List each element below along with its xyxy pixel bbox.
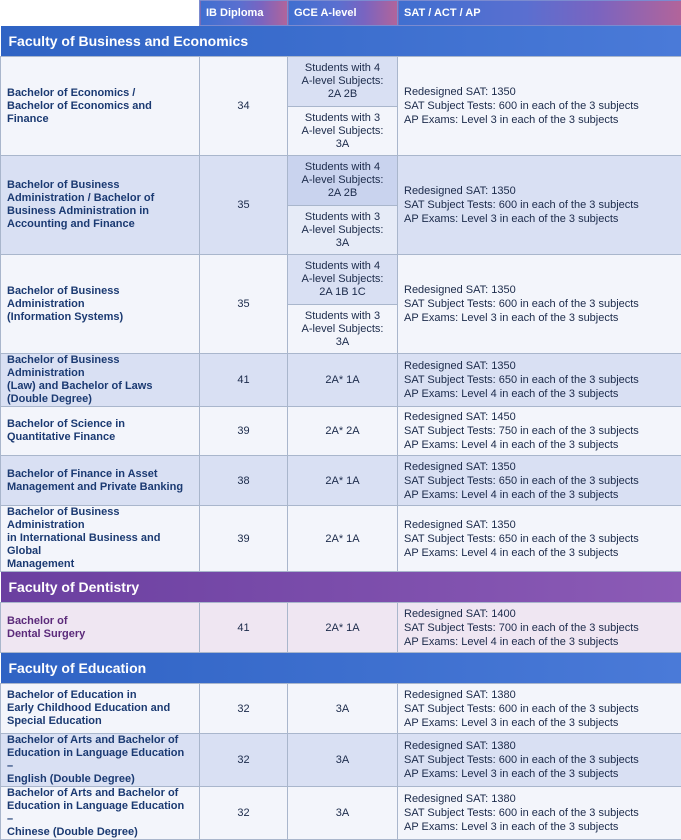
program-line: Bachelor of Business Administration xyxy=(7,506,193,532)
header-sat-act-ap: SAT / ACT / AP xyxy=(398,1,681,26)
ib-score: 35 xyxy=(200,255,288,354)
a-level-line: Students with 4 xyxy=(292,260,393,273)
sat-line: AP Exams: Level 3 in each of the 3 subjects xyxy=(404,820,675,834)
sat-requirements xyxy=(398,354,681,407)
program-line: Bachelor of Economics / xyxy=(7,87,193,100)
a-level-option-3-subjects xyxy=(288,305,398,354)
program-line: in International Business and Global xyxy=(7,532,193,558)
a-level-line: Students with 4 xyxy=(292,161,393,174)
a-level-requirement: 3A xyxy=(288,787,398,840)
sat-requirements xyxy=(398,407,681,456)
program-line: (Information Systems) xyxy=(7,311,193,324)
sat-line: Redesigned SAT: 1350 xyxy=(404,359,675,373)
program-line: Special Education xyxy=(7,715,193,728)
a-level-line: 3A xyxy=(292,336,393,349)
sat-line: SAT Subject Tests: 600 in each of the 3 subjects xyxy=(404,297,675,311)
sat-line: Redesigned SAT: 1350 xyxy=(404,283,675,297)
sat-requirements xyxy=(398,787,681,840)
a-level-line: A-level Subjects: xyxy=(292,174,393,187)
table-row xyxy=(1,603,681,653)
sat-requirements xyxy=(398,57,681,156)
program-name xyxy=(1,506,200,572)
sat-line: AP Exams: Level 4 in each of the 3 subjects xyxy=(404,488,675,502)
table-row xyxy=(1,156,681,206)
program-line: Education in Language Education – xyxy=(7,747,193,773)
a-level-line: A-level Subjects: xyxy=(292,125,393,138)
sat-line: Redesigned SAT: 1380 xyxy=(404,688,675,702)
a-level-option-4-subjects xyxy=(288,57,398,107)
a-level-option-3-subjects xyxy=(288,206,398,255)
a-level-line: 2A 2B xyxy=(292,187,393,200)
program-line: Management xyxy=(7,558,193,571)
sat-line: AP Exams: Level 3 in each of the 3 subjects xyxy=(404,212,675,226)
sat-requirements xyxy=(398,603,681,653)
a-level-requirement: 3A xyxy=(288,684,398,734)
program-name xyxy=(1,603,200,653)
sat-line: SAT Subject Tests: 600 in each of the 3 subjects xyxy=(404,99,675,113)
table-row xyxy=(1,506,681,572)
program-line: (Double Degree) xyxy=(7,393,193,406)
ib-score: 34 xyxy=(200,57,288,156)
faculty-title-dentistry: Faculty of Dentistry xyxy=(1,572,681,603)
program-line: Bachelor of Education in xyxy=(7,689,193,702)
program-name xyxy=(1,684,200,734)
program-line: Dental Surgery xyxy=(7,628,193,641)
header-gce-a-level: GCE A-level xyxy=(288,1,398,26)
sat-line: AP Exams: Level 4 in each of the 3 subjects xyxy=(404,387,675,401)
program-line: Accounting and Finance xyxy=(7,218,193,231)
a-level-requirement: 2A* 2A xyxy=(288,407,398,456)
sat-line: AP Exams: Level 3 in each of the 3 subjects xyxy=(404,113,675,127)
ib-score: 32 xyxy=(200,684,288,734)
a-level-line: Students with 3 xyxy=(292,211,393,224)
a-level-line: 2A 2B xyxy=(292,88,393,101)
program-name xyxy=(1,787,200,840)
a-level-line: Students with 3 xyxy=(292,310,393,323)
a-level-line: A-level Subjects: xyxy=(292,75,393,88)
program-line: Quantitative Finance xyxy=(7,431,193,444)
sat-line: Redesigned SAT: 1350 xyxy=(404,85,675,99)
sat-line: AP Exams: Level 3 in each of the 3 subjects xyxy=(404,716,675,730)
sat-line: AP Exams: Level 4 in each of the 3 subjects xyxy=(404,546,675,560)
table-row xyxy=(1,407,681,456)
program-line: Bachelor of Arts and Bachelor of xyxy=(7,787,193,800)
table-row xyxy=(1,255,681,305)
sat-line: SAT Subject Tests: 700 in each of the 3 subjects xyxy=(404,621,675,635)
sat-line: Redesigned SAT: 1450 xyxy=(404,410,675,424)
program-line: Administration / Bachelor of xyxy=(7,192,193,205)
table-row xyxy=(1,57,681,107)
sat-requirements xyxy=(398,734,681,787)
faculty-row xyxy=(1,26,681,57)
program-line: English (Double Degree) xyxy=(7,773,193,786)
a-level-line: Students with 3 xyxy=(292,112,393,125)
sat-line: SAT Subject Tests: 650 in each of the 3 subjects xyxy=(404,373,675,387)
program-name xyxy=(1,456,200,506)
a-level-line: 3A xyxy=(292,138,393,151)
header-blank-cell xyxy=(1,1,200,26)
program-line: Bachelor of Business Administration xyxy=(7,354,193,380)
sat-requirements xyxy=(398,255,681,354)
program-line: Education in Language Education – xyxy=(7,800,193,826)
sat-line: SAT Subject Tests: 650 in each of the 3 subjects xyxy=(404,474,675,488)
program-name xyxy=(1,57,200,156)
a-level-option-4-subjects xyxy=(288,156,398,206)
sat-line: SAT Subject Tests: 600 in each of the 3 subjects xyxy=(404,753,675,767)
sat-requirements xyxy=(398,456,681,506)
program-line: Bachelor of Finance in Asset xyxy=(7,468,193,481)
program-line: Bachelor of Economics and Finance xyxy=(7,100,193,126)
table-row xyxy=(1,456,681,506)
sat-line: Redesigned SAT: 1350 xyxy=(404,184,675,198)
program-line: Bachelor of Business Administration xyxy=(7,285,193,311)
program-line: Bachelor of Science in xyxy=(7,418,193,431)
ib-score: 41 xyxy=(200,603,288,653)
sat-line: SAT Subject Tests: 600 in each of the 3 subjects xyxy=(404,806,675,820)
program-name xyxy=(1,156,200,255)
ib-score: 39 xyxy=(200,407,288,456)
sat-line: SAT Subject Tests: 650 in each of the 3 subjects xyxy=(404,532,675,546)
sat-line: SAT Subject Tests: 600 in each of the 3 subjects xyxy=(404,702,675,716)
program-name xyxy=(1,734,200,787)
program-line: Chinese (Double Degree) xyxy=(7,826,193,839)
faculty-title-education: Faculty of Education xyxy=(1,653,681,684)
a-level-requirement: 2A* 1A xyxy=(288,603,398,653)
ib-score: 41 xyxy=(200,354,288,407)
sat-line: AP Exams: Level 3 in each of the 3 subjects xyxy=(404,311,675,325)
faculty-row xyxy=(1,572,681,603)
a-level-requirement: 2A* 1A xyxy=(288,354,398,407)
sat-line: AP Exams: Level 3 in each of the 3 subjects xyxy=(404,767,675,781)
sat-line: Redesigned SAT: 1350 xyxy=(404,518,675,532)
sat-line: SAT Subject Tests: 750 in each of the 3 subjects xyxy=(404,424,675,438)
faculty-row xyxy=(1,653,681,684)
a-level-line: 3A xyxy=(292,237,393,250)
program-line: Early Childhood Education and xyxy=(7,702,193,715)
table-row xyxy=(1,787,681,840)
table-row xyxy=(1,684,681,734)
a-level-line: 2A 1B 1C xyxy=(292,286,393,299)
ib-score: 38 xyxy=(200,456,288,506)
ib-score: 32 xyxy=(200,787,288,840)
program-line: Bachelor of Business xyxy=(7,179,193,192)
a-level-option-3-subjects xyxy=(288,107,398,156)
program-name xyxy=(1,255,200,354)
ib-score: 32 xyxy=(200,734,288,787)
a-level-line: A-level Subjects: xyxy=(292,224,393,237)
program-line: Bachelor of Arts and Bachelor of xyxy=(7,734,193,747)
program-name xyxy=(1,354,200,407)
a-level-requirement: 2A* 1A xyxy=(288,506,398,572)
program-line: (Law) and Bachelor of Laws xyxy=(7,380,193,393)
a-level-line: A-level Subjects: xyxy=(292,323,393,336)
sat-requirements xyxy=(398,506,681,572)
ib-score: 39 xyxy=(200,506,288,572)
program-line: Business Administration in xyxy=(7,205,193,218)
ib-score: 35 xyxy=(200,156,288,255)
sat-line: AP Exams: Level 4 in each of the 3 subjects xyxy=(404,438,675,452)
sat-line: AP Exams: Level 4 in each of the 3 subjects xyxy=(404,635,675,649)
table-row xyxy=(1,354,681,407)
sat-line: Redesigned SAT: 1350 xyxy=(404,460,675,474)
faculty-title-business: Faculty of Business and Economics xyxy=(1,26,681,57)
sat-line: Redesigned SAT: 1380 xyxy=(404,792,675,806)
table-row xyxy=(1,734,681,787)
a-level-requirement: 2A* 1A xyxy=(288,456,398,506)
a-level-line: Students with 4 xyxy=(292,62,393,75)
sat-line: Redesigned SAT: 1400 xyxy=(404,607,675,621)
sat-requirements xyxy=(398,684,681,734)
sat-line: SAT Subject Tests: 600 in each of the 3 subjects xyxy=(404,198,675,212)
a-level-option-4-subjects xyxy=(288,255,398,305)
program-line: Bachelor of xyxy=(7,615,193,628)
sat-line: Redesigned SAT: 1380 xyxy=(404,739,675,753)
sat-requirements xyxy=(398,156,681,255)
a-level-line: A-level Subjects: xyxy=(292,273,393,286)
program-line: Management and Private Banking xyxy=(7,481,193,494)
a-level-requirement: 3A xyxy=(288,734,398,787)
program-name xyxy=(1,407,200,456)
header-ib-diploma: IB Diploma xyxy=(200,1,288,26)
header-row xyxy=(1,1,681,26)
